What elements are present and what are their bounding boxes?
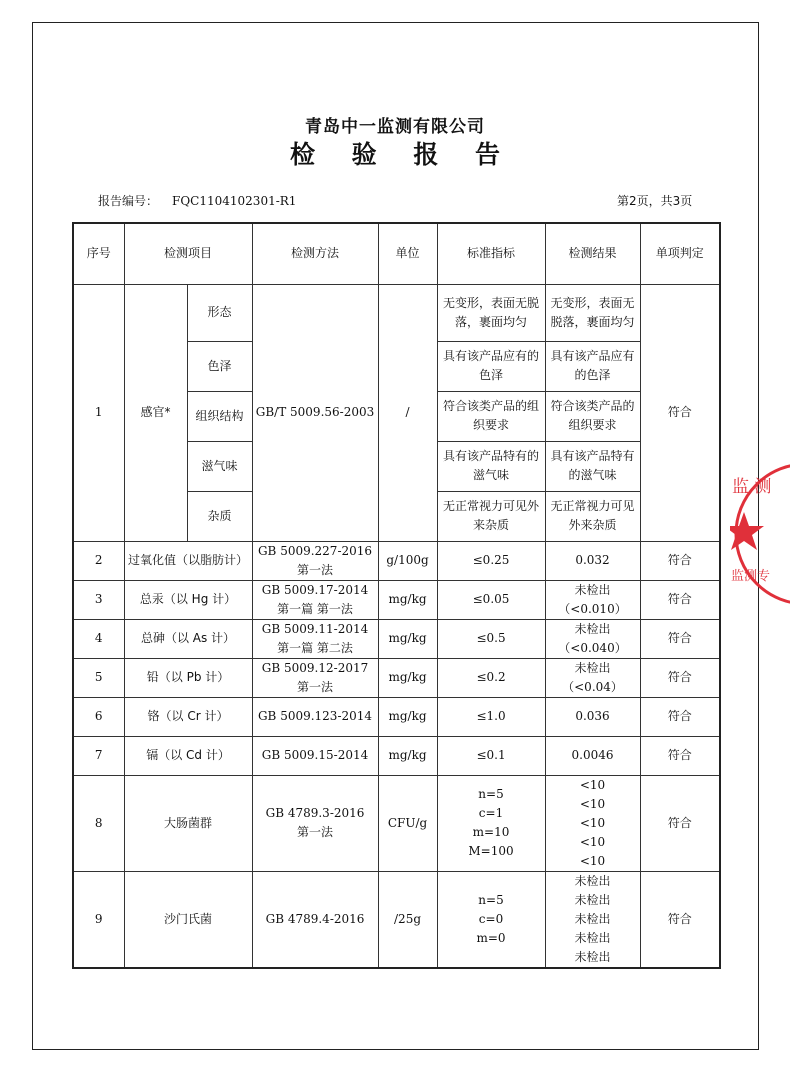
verdict: 符合 [640,736,720,775]
test-item: 铅（以 Pb 计） [124,658,252,697]
sub-item: 滋气味 [187,441,252,491]
test-method-line: GB 5009.227-2016 [257,543,373,558]
result-value-line: <10 [579,777,606,792]
standard-value-line: c=0 [478,911,504,926]
result-value-line: <10 [579,815,606,830]
row-number: 1 [73,284,124,541]
report-number-value: FQC1104102301-R1 [172,194,297,208]
column-header: 单位 [378,223,437,284]
table-row [73,541,720,580]
column-header: 检测项目 [124,223,252,284]
result-value-line: 未检出 [574,621,611,636]
test-method-line: GB 5009.123-2014 [257,709,373,723]
table-row [73,775,720,871]
verdict: 符合 [640,619,720,658]
result-value-line: 未检出 [574,660,611,675]
unit: mg/kg [378,697,437,736]
result-value: 无变形，表面无脱落，裹面均匀 [545,284,640,341]
unit: mg/kg [378,619,437,658]
sub-item: 色泽 [187,341,252,391]
result-value [545,541,640,580]
standard-value [437,697,545,736]
standard-value [437,871,545,968]
result-value [545,775,640,871]
column-header: 检测结果 [545,223,640,284]
standard-value [437,619,545,658]
test-method [252,697,378,736]
unit: /25g [378,871,437,968]
standard-value [437,541,545,580]
result-value-line: <10 [579,853,606,868]
standard-value [437,736,545,775]
row-number: 3 [73,580,124,619]
result-value [545,580,640,619]
unit: / [378,284,437,541]
company-name: 青岛中一监测有限公司 [305,117,485,137]
standard-value-line: n=5 [478,892,504,907]
result-value-line: 未检出 [574,892,611,907]
standard-value-line: ≤0.2 [476,670,506,684]
verdict: 符合 [640,775,720,871]
table-row [73,658,720,697]
test-method [252,619,378,658]
standard-value-line: m=10 [472,825,510,839]
row-number: 2 [73,541,124,580]
result-value-line: 0.0046 [571,748,614,762]
unit: CFU/g [378,775,437,871]
result-value-line: 0.032 [575,553,610,567]
verdict: 符合 [640,284,720,541]
test-item: 感官* [124,284,187,541]
test-method [252,736,378,775]
result-value-line: 未检出 [574,911,611,926]
test-method-line: GB 5009.15-2014 [261,748,369,762]
result-value [545,697,640,736]
unit: g/100g [378,541,437,580]
result-value: 具有该产品特有的滋气味 [545,441,640,491]
test-item: 总砷（以 As 计） [124,619,252,658]
column-header: 检测方法 [252,223,378,284]
test-method-line: GB 5009.11-2014 [261,621,369,636]
standard-value [437,658,545,697]
header-row [73,223,720,284]
column-header: 单项判定 [640,223,720,284]
test-method [252,580,378,619]
verdict: 符合 [640,541,720,580]
sub-item: 组织结构 [187,391,252,441]
test-method-line: GB 4789.4-2016 [265,911,365,926]
standard-value-line: M=100 [468,844,514,858]
standard-value-line: ≤0.1 [476,748,506,762]
result-value-line: 未检出 [574,930,611,945]
result-value-line: （<0.010） [558,601,627,616]
result-value-line: 未检出 [574,582,611,597]
sub-item: 形态 [187,284,252,341]
row-number: 8 [73,775,124,871]
verdict: 符合 [640,580,720,619]
unit: mg/kg [378,736,437,775]
result-value-line: 未检出 [574,873,611,888]
inspection-table [72,222,721,969]
result-value: 无正常视力可见外来杂质 [545,491,640,541]
result-value-line: <10 [579,834,606,849]
test-method [252,541,378,580]
test-method [252,871,378,968]
standard-value: 无变形，表面无脱落，裹面均匀 [437,284,545,341]
standard-value: 具有该产品应有的色泽 [437,341,545,391]
test-method-line: 第一法 [297,825,334,839]
row-number: 4 [73,619,124,658]
result-value: 符合该类产品的组织要求 [545,391,640,441]
row-number: 5 [73,658,124,697]
result-value [545,658,640,697]
test-item: 镉（以 Cd 计） [124,736,252,775]
standard-value-line: ≤1.0 [476,709,506,723]
test-method [252,775,378,871]
sub-item: 杂质 [187,491,252,541]
standard-value [437,775,545,871]
row-number: 6 [73,697,124,736]
table-row [73,619,720,658]
table-row [73,736,720,775]
result-value-line: （<0.04） [562,679,623,694]
verdict: 符合 [640,658,720,697]
official-seal [730,462,790,606]
unit: mg/kg [378,580,437,619]
result-value-line: <10 [579,796,606,811]
table-row [73,284,720,341]
report-title: 检 验 报 告 [289,140,515,169]
test-item: 总汞（以 Hg 计） [124,580,252,619]
seal-text-top: 监 测 [732,477,772,497]
result-value-line: 0.036 [575,709,610,723]
standard-value-line: m=0 [476,930,506,945]
test-method-line: GB 4789.3-2016 [265,806,365,820]
result-value [545,736,640,775]
unit: mg/kg [378,658,437,697]
standard-value-line: c=1 [478,806,504,820]
report-number [98,192,296,209]
verdict: 符合 [640,697,720,736]
test-method: GB/T 5009.56-2003 [252,284,378,541]
column-header: 标准指标 [437,223,545,284]
result-value [545,871,640,968]
test-method-line: 第一法 [297,679,334,694]
result-value-line: （<0.040） [558,640,627,655]
table-row [73,871,720,968]
test-item: 大肠菌群 [124,775,252,871]
result-value [545,619,640,658]
test-method-line: 第一法 [297,562,334,577]
test-item: 铬（以 Cr 计） [124,697,252,736]
standard-value: 符合该类产品的组织要求 [437,391,545,441]
report-number-label: 报告编号： [98,194,159,208]
seal-star-icon [730,512,764,550]
test-item: 过氧化值（以脂肪计） [124,541,252,580]
test-method-line: 第一篇 第二法 [277,640,353,655]
standard-value-line: n=5 [478,787,504,801]
table-row [73,697,720,736]
test-method-line: GB 5009.17-2014 [261,582,369,597]
test-method-line: GB 5009.12-2017 [261,660,369,675]
standard-value: 具有该产品特有的滋气味 [437,441,545,491]
table-row [73,580,720,619]
standard-value-line: ≤0.25 [472,553,510,567]
standard-value: 无正常视力可见外来杂质 [437,491,545,541]
standard-value-line: ≤0.05 [472,592,510,606]
column-header: 序号 [73,223,124,284]
standard-value [437,580,545,619]
test-method-line: 第一篇 第一法 [277,601,353,616]
row-number: 7 [73,736,124,775]
page-info: 第2页，共3页 [617,194,693,208]
test-method [252,658,378,697]
verdict: 符合 [640,871,720,968]
seal-text-bottom: 监测专 [731,569,771,584]
standard-value-line: ≤0.5 [476,631,506,645]
test-item: 沙门氏菌 [124,871,252,968]
row-number: 9 [73,871,124,968]
result-value-line: 未检出 [574,949,611,964]
result-value: 具有该产品应有的色泽 [545,341,640,391]
